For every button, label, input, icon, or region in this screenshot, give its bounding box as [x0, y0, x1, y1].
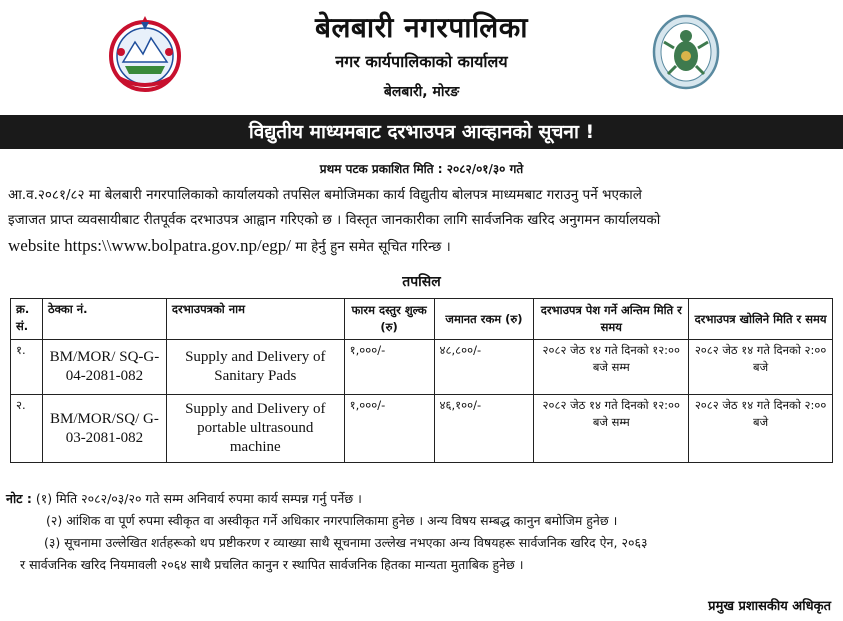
table-row — [11, 340, 833, 395]
cell-deposit: ४८,८००/- — [434, 340, 534, 395]
cell-name: Supply and Delivery of portable ultrasound machine — [166, 395, 344, 463]
cell-deposit: ४६,१००/- — [434, 395, 534, 463]
office-location: बेलबारी, मोरङ — [383, 84, 460, 100]
letterhead — [0, 0, 843, 114]
col-header-submission: दरभाउपत्र पेश गर्ने अन्तिम मिति र समय — [534, 299, 689, 340]
col-header-sn: क्र. सं. — [11, 299, 43, 340]
paragraph-line: इजाजत प्राप्त व्यवसायीबाट रीतपूर्वक दरभाउपत्र आह्वान गरिएको छ । विस्तृत जानकारीका लागि सार्वजनिक खरिद अनुगमन कार्यालयको — [8, 212, 661, 228]
cell-opening: २०८२ जेठ १४ गते दिनको २:०० बजे — [689, 395, 833, 463]
cell-submission: २०८२ जेठ १४ गते दिनको १२:०० बजे सम्म — [534, 340, 689, 395]
col-header-deposit: जमानत रकम (रु) — [434, 299, 534, 340]
table-header-row — [11, 299, 833, 340]
cell-contract-no: BM/MOR/ SQ-G-04-2081-082 — [42, 340, 166, 395]
note-item: र सार्वजनिक खरिद नियमावली २०६४ साथै प्रचलित कानुन र स्थापित सार्वजनिक हितका मान्यता मुताबिक हुनेछ । — [20, 557, 524, 572]
notice-banner: विद्युतीय माध्यमबाट दरभाउपत्र आव्हानको सूचना ! — [0, 115, 843, 149]
note-item: (२) आंशिक वा पूर्ण रुपमा स्वीकृत वा अस्वीकृत गर्ने अधिकार नगरपालिकामा हुनेछ । अन्य विषय सम्बद्ध कानुन बमोजिम हुनेछ । — [46, 513, 618, 528]
cell-contract-no: BM/MOR/SQ/ G-03-2081-082 — [42, 395, 166, 463]
website-link[interactable]: website https:\\www.bolpatra.gov.np/egp/ — [8, 236, 291, 255]
tender-table — [10, 298, 833, 463]
cell-submission: २०८२ जेठ १४ गते दिनको १२:०० बजे सम्म — [534, 395, 689, 463]
table-row — [11, 395, 833, 463]
notice-paragraph — [8, 183, 836, 260]
schedule-heading: तपसिल — [402, 274, 441, 290]
notes-label: नोट : — [6, 491, 32, 506]
col-header-fee: फारम दस्तुर शुल्क (रु) — [344, 299, 434, 340]
cell-name: Supply and Delivery of Sanitary Pads — [166, 340, 344, 395]
note-text: (१) मिति २०८२/०३/२० गते सम्म अनिवार्य रुपमा कार्य सम्पन्न गर्नु पर्नेछ । — [35, 491, 362, 506]
office-subtitle: नगर कार्यपालिकाको कार्यालय — [335, 52, 508, 71]
paragraph-text: मा हेर्नु हुन समेत सूचित गरिन्छ । — [290, 239, 451, 255]
paragraph-line — [8, 233, 836, 260]
note-item: (३) सूचनामा उल्लेखित शर्तहरूको थप प्रष्टीकरण र व्याख्या साथै सूचनामा उल्लेख नभएका अन्य विषयहरू सार्वजनिक खरिद ऐन, २०६३ — [44, 535, 648, 550]
cell-sn: २. — [11, 395, 43, 463]
note-item — [6, 488, 838, 510]
signoff-title: प्रमुख प्रशासकीय अधिकृत — [708, 599, 831, 614]
cell-fee: १,०००/- — [344, 395, 434, 463]
notes-section — [6, 488, 838, 576]
cell-opening: २०८२ जेठ १४ गते दिनको २:०० बजे — [689, 340, 833, 395]
col-header-opening: दरभाउपत्र खोलिने मिति र समय — [689, 299, 833, 340]
col-header-contract-no: ठेक्का नं. — [42, 299, 166, 340]
paragraph-line: आ.व.२०८१/८२ मा बेलबारी नगरपालिकाको कार्यालयको तपसिल बमोजिमका कार्य विद्युतीय बोलपत्र माध्यमबाट गराउनु पर्ने भएकाले — [8, 187, 642, 203]
municipality-title: बेलबारी नगरपालिका — [314, 11, 529, 44]
col-header-name: दरभाउपत्रको नाम — [166, 299, 344, 340]
cell-sn: १. — [11, 340, 43, 395]
published-date: प्रथम पटक प्रकाशित मिति : २०८२/०१/३० गते — [319, 162, 524, 176]
cell-fee: १,०००/- — [344, 340, 434, 395]
municipality-logo-icon — [650, 12, 722, 92]
